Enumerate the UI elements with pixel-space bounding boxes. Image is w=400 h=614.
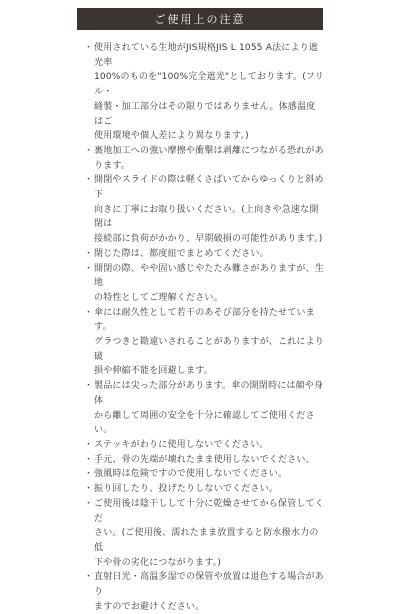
bullet-icon: ・ — [84, 454, 94, 465]
note-text: 強風時は危険ですので使用しないでください。 — [94, 469, 288, 480]
note-item — [84, 379, 324, 438]
note-item — [84, 453, 324, 468]
note-text: ステッキがわりに使用しないでください。 — [94, 439, 269, 450]
bullet-icon: ・ — [84, 484, 94, 495]
note-item — [84, 247, 324, 262]
bullet-icon: ・ — [84, 145, 94, 156]
note-item — [84, 482, 324, 497]
note-item — [84, 570, 324, 614]
note-item — [84, 173, 324, 247]
note-text: 振り回したり、投げたりしないでください。 — [94, 484, 279, 495]
note-text: 手元、骨の先端が壊れたまま使用しないでください。 — [94, 454, 315, 465]
notes-list — [84, 41, 324, 614]
note-text: 閉じた際は、都度紐でまとめてください。 — [94, 248, 269, 259]
bullet-icon: ・ — [84, 175, 94, 186]
bullet-icon: ・ — [84, 43, 94, 53]
note-item — [84, 306, 324, 380]
section-title: ご使用上の注意 — [154, 13, 246, 26]
note-text: 製品には尖った部分があります。傘の開閉時には顔や身体 から離して周囲の安全を十分に確認してご使用ください。 — [94, 381, 324, 436]
note-item — [84, 497, 324, 571]
bullet-icon: ・ — [84, 469, 94, 480]
note-item — [84, 467, 324, 482]
note-text: 傘には耐久性として若干のあそび部分を持たせています。 グラつきと勘違いされることがありますが、これにより破 損や伸縮不能を回避します。 — [94, 307, 325, 377]
note-item — [84, 262, 324, 306]
bullet-icon: ・ — [84, 248, 94, 259]
bullet-icon: ・ — [84, 307, 94, 318]
bullet-icon: ・ — [84, 439, 94, 450]
bullet-icon: ・ — [84, 572, 94, 583]
section-header — [77, 8, 323, 30]
bullet-icon: ・ — [84, 498, 94, 509]
note-text: 開閉の際、やや固い感じやたたみ難さがありますが、生地 の特性としてご理解ください。 — [94, 263, 325, 303]
note-text: 開閉やスライドの際は軽くさばいてからゆっくりと斜め下 向きに丁寧にお取り扱いください。(上向きや急速な開閉は 接続部に負荷がかかり、早期破損の可能性があります。) — [94, 175, 324, 245]
note-item — [84, 438, 324, 453]
note-text: ご使用後は陰干しして十分に乾燥させてから保管してくだ さい。(ご使用後、濡れたまま放置すると防水撥水力の低 下や骨の劣化につながります。) — [94, 498, 325, 568]
bullet-icon: ・ — [84, 381, 94, 392]
note-text: 直射日光・高温多湿での保管や放置は退色する場合があり ますのでお避けください。 — [94, 572, 325, 612]
note-text: 裏地加工への強い摩擦や衝撃は剥離につながる恐れがあ ります。 — [94, 145, 324, 171]
note-item — [84, 41, 324, 144]
bullet-icon: ・ — [84, 263, 94, 274]
note-item — [84, 144, 324, 173]
note-text: 使用されている生地がJIS規格JIS L 1055 A法により遮光率 100%のものを"100%完全遮光"としております。(フリル・ 縫製・加工部分はその限りではありません。体感温度はご 使用環境や個人差により異なります。) — [94, 43, 324, 142]
